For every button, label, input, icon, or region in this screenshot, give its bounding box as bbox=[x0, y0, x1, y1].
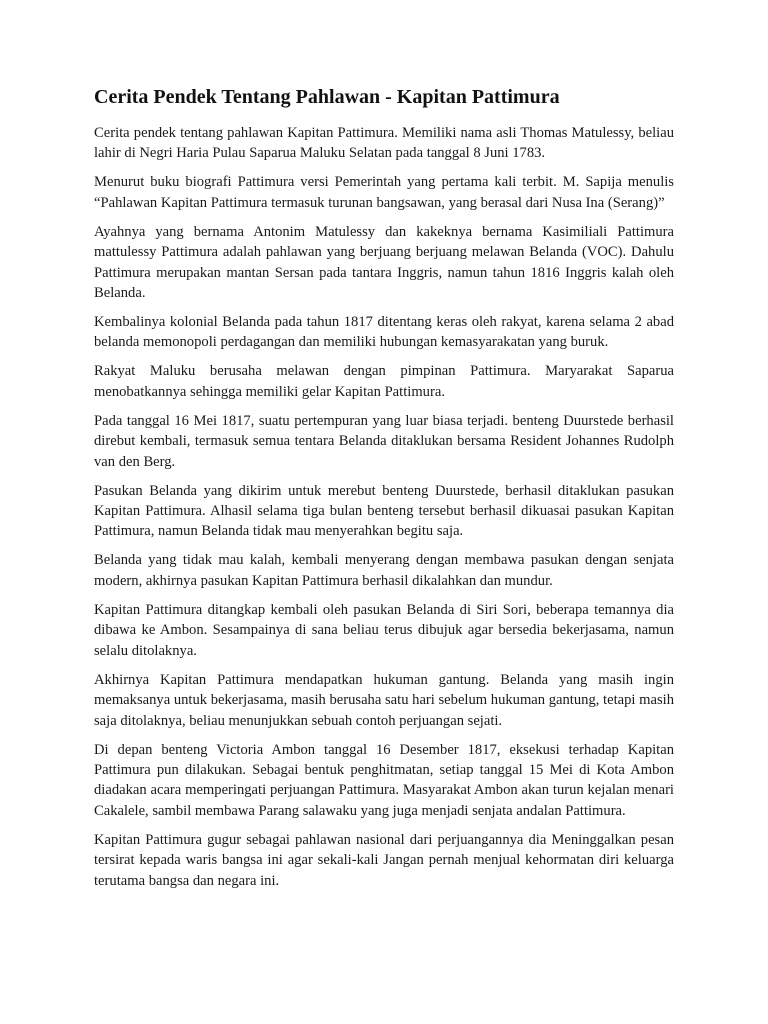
paragraph: Kapitan Pattimura gugur sebagai pahlawan nasional dari perjuangannya dia Meninggalkan pesan tersirat kepada waris bangsa ini agar sekali-kali Jangan pernah menjual kehormatan diri keluarga terutama bangsa dan negara ini. bbox=[94, 831, 674, 889]
paragraph: Cerita pendek tentang pahlawan Kapitan Pattimura. Memiliki nama asli Thomas Matulessy, beliau lahir di Negri Haria Pulau Saparua Maluku Selatan pada tanggal 8 Juni 1783. bbox=[94, 125, 674, 162]
paragraph: Kembalinya kolonial Belanda pada tahun 1817 ditentang keras oleh rakyat, karena selama 2 abad belanda memonopoli perdagangan dan memiliki hubungan kemasyarakatan yang buruk. bbox=[94, 314, 674, 351]
paragraph: Ayahnya yang bernama Antonim Matulessy dan kakeknya bernama Kasimiliali Pattimura mattulessy Pattimura adalah pahlawan yang berjuang berjuang melawan Belanda (VOC). Dahulu Pattimura merupakan mantan Sersan pada tantara Inggris, namun tahun 1816 Inggris kalah oleh Belanda. bbox=[94, 223, 674, 302]
paragraph: Belanda yang tidak mau kalah, kembali menyerang dengan membawa pasukan dengan senjata modern, akhirnya pasukan Kapitan Pattimura berhasil dikalahkan dan mundur. bbox=[94, 552, 674, 589]
document-page bbox=[94, 84, 674, 900]
paragraph: Akhirnya Kapitan Pattimura mendapatkan hukuman gantung. Belanda yang masih ingin memaksanya untuk bekerjasama, masih berusaha satu hari sebelum hukuman gantung, tetapi masih saja ditolaknya, beliau menunjukkan sebuah contoh perjuangan sejati. bbox=[94, 671, 674, 729]
paragraph: Menurut buku biografi Pattimura versi Pemerintah yang pertama kali terbit. M. Sapija menulis “Pahlawan Kapitan Pattimura termasuk turunan bangsawan, yang berasal dari Nusa Ina (Serang)” bbox=[94, 174, 674, 211]
paragraph: Pasukan Belanda yang dikirim untuk merebut benteng Duurstede, berhasil ditaklukan pasukan Kapitan Pattimura. Alhasil selama tiga bulan benteng tersebut berhasil dikuasai pasukan Kapitan Pattimura, namun Belanda tidak mau menyerahkan begitu saja. bbox=[94, 482, 674, 540]
paragraph: Pada tanggal 16 Mei 1817, suatu pertempuran yang luar biasa terjadi. benteng Duurstede berhasil direbut kembali, termasuk semua tentara Belanda ditaklukan bersama Resident Johannes Rudolph van den Berg. bbox=[94, 412, 674, 470]
document-title: Cerita Pendek Tentang Pahlawan - Kapitan Pattimura bbox=[94, 86, 560, 108]
paragraph: Di depan benteng Victoria Ambon tanggal 16 Desember 1817, eksekusi terhadap Kapitan Pattimura pun dilakukan. Sebagai bentuk penghitmatan, setiap tanggal 15 Mei di Kota Ambon diadakan acara memperingati perjuangan Pattimura. Masyarakat Ambon akan turun kejalan menari Cakalele, sambil membawa Parang salawaku yang juga menjadi senjata andalan Pattimura. bbox=[94, 741, 674, 819]
paragraph: Kapitan Pattimura ditangkap kembali oleh pasukan Belanda di Siri Sori, beberapa temannya dia dibawa ke Ambon. Sesampainya di sana beliau terus dibujuk agar bersedia bekerjasama, namun selalu ditolaknya. bbox=[94, 601, 674, 659]
paragraph: Rakyat Maluku berusaha melawan dengan pimpinan Pattimura. Maryarakat Saparua menobatkannya sehingga memiliki gelar Kapitan Pattimura. bbox=[94, 363, 674, 400]
